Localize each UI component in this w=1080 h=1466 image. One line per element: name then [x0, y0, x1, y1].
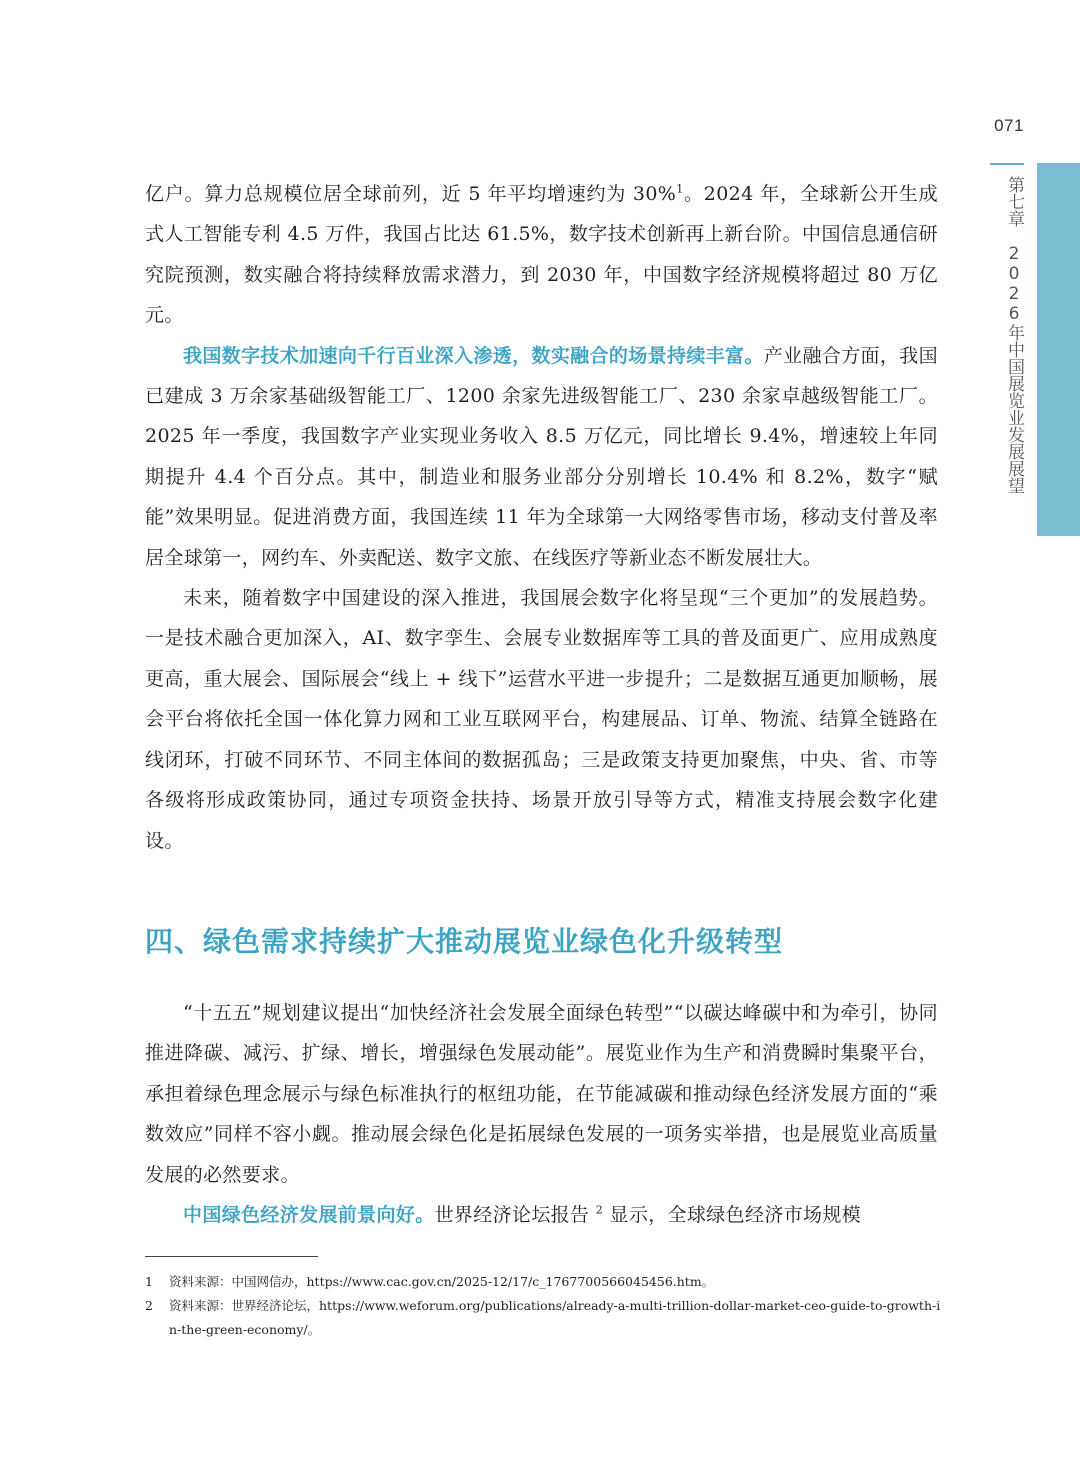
- paragraph-text: 亿户。算力总规模位居全球前列，近 5 年平均增速约为 30%: [145, 183, 677, 205]
- body-text-bottom: [145, 993, 938, 1235]
- paragraph-text: 产业融合方面，我国已建成 3 万余家基础级智能工厂、1200 余家先进级智能工厂、230 余家卓越级智能工厂。2025 年一季度，我国数字产业实现业务收入 8.5 万亿元，同比增长 9.4%，增速较上年同期提升 4.4 个百分点。其中，制造业和服务业部分分别增长 10.4% 和 8.2%，数字“赋能”效果明显。促进消费方面，我国连续 11 年为全球第一大网络零售市场，移动支付普及率居全球第一，网约车、外卖配送、数字文旅、在线医疗等新业态不断发展壮大。: [145, 344, 938, 569]
- footnote-rule: [145, 1256, 318, 1257]
- paragraph-lead: 中国绿色经济发展前景向好。: [183, 1204, 435, 1227]
- footnote-number: 1: [145, 1274, 153, 1289]
- section-heading: 四、绿色需求持续扩大推动展览业绿色化升级转型: [145, 925, 784, 958]
- chapter-tab: [1037, 163, 1080, 536]
- paragraph-text: “十五五”规划建议提出“加快经济社会发展全面绿色转型”“以碳达峰碳中和为牵引，协同推进降碳、减污、扩绿、增长，增强绿色发展动能”。展览业作为生产和消费瞬时集聚平台，承担着绿色理念展示与绿色标准执行的枢纽功能，在节能减碳和推动绿色经济发展方面的“乘数效应”同样不容小觑。推动展会绿色化是拓展绿色发展的一项务实举措，也是展览业高质量发展的必然要求。: [145, 1002, 938, 1186]
- chapter-rule: [990, 163, 1024, 165]
- footnote-item: [145, 1294, 945, 1342]
- footnote-text: 资料来源：世界经济论坛，https://www.weforum.org/publications/already-a-multi-trillion-dollar-market-ceo-guide-to-growth-in-the-green-economy/。: [169, 1298, 941, 1337]
- chapter-label: 第七章: [1004, 176, 1024, 227]
- footnote-ref-2: 2: [595, 1203, 604, 1217]
- paragraph-text: 世界经济论坛报告: [434, 1204, 590, 1227]
- paragraph-digital-penetration: [145, 336, 938, 578]
- body-text-top: [145, 174, 938, 861]
- page-number: 071: [994, 116, 1024, 135]
- chapter-running-head: [993, 176, 1023, 494]
- paragraph-future-trends: [145, 578, 938, 861]
- footnote-item: [145, 1270, 945, 1294]
- footnote-number: 2: [145, 1298, 153, 1313]
- footnote-text: 资料来源：中国网信办，https://www.cac.gov.cn/2025-12/17/c_1767700566045456.htm。: [169, 1274, 715, 1289]
- chapter-title: 2026年中国展览业发展展望: [1004, 244, 1024, 494]
- paragraph-lead: 我国数字技术加速向千行百业深入渗透，数实融合的场景持续丰富。: [183, 344, 764, 367]
- paragraph-text-after: 显示，全球绿色经济市场规模: [603, 1204, 862, 1227]
- paragraph-continuation: [145, 174, 938, 336]
- paragraph-green-transition: [145, 993, 938, 1195]
- paragraph-green-economy: [145, 1195, 938, 1235]
- footnote-ref-1: 1: [676, 182, 684, 196]
- paragraph-text: 未来，随着数字中国建设的深入推进，我国展会数字化将呈现“三个更加”的发展趋势。一是技术融合更加深入，AI、数字孪生、会展专业数据库等工具的普及面更广、应用成熟度更高，重大展会、国际展会“线上 + 线下”运营水平进一步提升；二是数据互通更加顺畅，展会平台将依托全国一体化算力网和工业互联网平台，构建展品、订单、物流、结算全链路在线闭环，打破不同环节、不同主体间的数据孤岛；三是政策支持更加聚焦，中央、省、市等各级将形成政策协同，通过专项资金扶持、场景开放引导等方式，精准支持展会数字化建设。: [145, 587, 938, 852]
- footnotes: [145, 1270, 945, 1342]
- paragraph-text-after: 。2024 年，全球新公开生成式人工智能专利 4.5 万件，我国占比达 61.5%，数字技术创新再上新台阶。中国信息通信研究院预测，数实融合将持续释放需求潜力，到 2030 年，中国数字经济规模将超过 80 万亿元。: [145, 183, 938, 327]
